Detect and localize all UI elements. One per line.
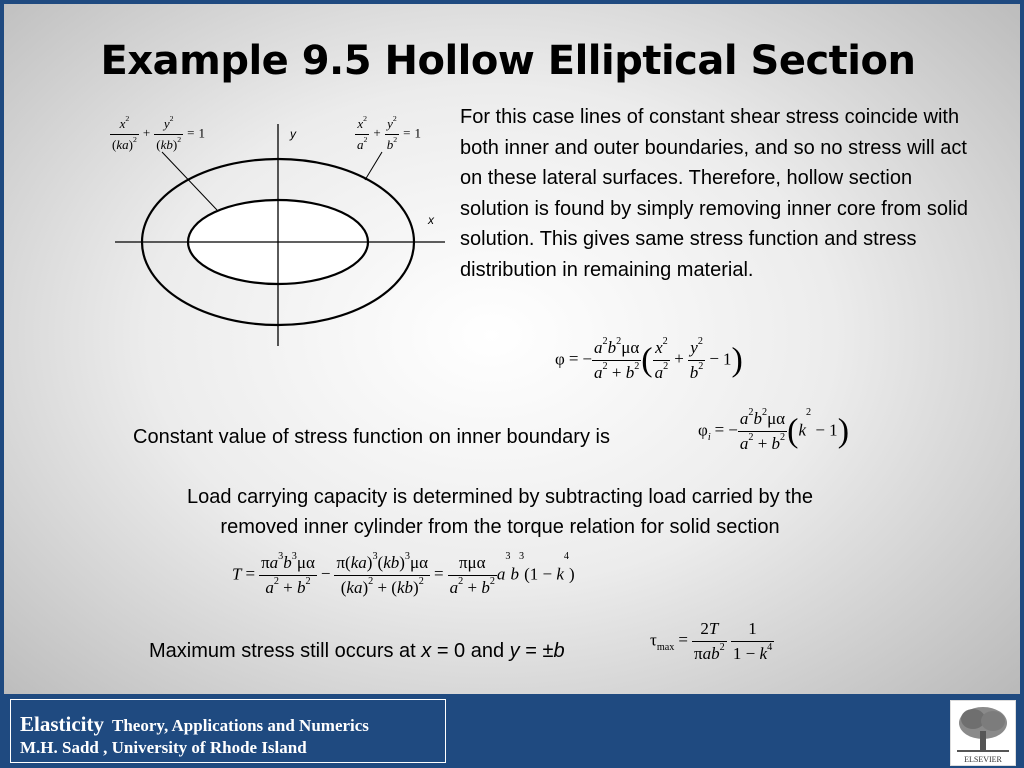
stress-function-equation: φ = − $\frac{a^2b^2\mu\alpha}{a^2 + b^2}$ ( $\frac{x^2}{a^2}$ + $\frac{y^2}{b^2}$ − 1) — [555, 335, 743, 382]
x-axis-label: x — [428, 213, 434, 227]
inner-boundary-equation: $\varphi_i$ = − $\frac{a^2b^2\mu\alpha}{a^2 + b^2}$ $(k^2 - 1)$ — [698, 406, 850, 453]
max-stress-equation: $\tau_{max}$ = $\frac{2T}{\pi ab^2}$ $\frac{1}{1 - k^4}$ — [650, 619, 773, 663]
footer-subtitle: Theory, Applications and Numerics — [112, 716, 369, 735]
tree-icon — [951, 703, 1015, 755]
slide-title: Example 9.5 Hollow Elliptical Section — [100, 38, 916, 84]
footer-author: M.H. Sadd , University of Rhode Island — [20, 738, 307, 757]
footer-book-title — [20, 712, 369, 737]
inner-boundary-text: Constant value of stress function on inner boundary is — [133, 426, 610, 448]
elsevier-logo — [950, 700, 1016, 766]
y-axis-label: y — [290, 127, 296, 141]
load-text-line1: Load carrying capacity is determined by subtracting load carried by the — [187, 486, 813, 508]
torque-equation: T = $\frac{\pi a^3b^3\mu\alpha}{a^2 + b^2}$ − $\frac{\pi(ka)^3(kb)^3\mu\alpha}{(ka)^2 + (kb)^2}$ = $\frac{\text{πμα}}{a^2 + b^2}$ $a^3b^3(1 - k^4)$ — [232, 550, 575, 597]
max-stress-text: Maximum stress still occurs at x = 0 and y = ±b — [149, 640, 565, 662]
logo-text: ELSEVIER — [964, 755, 1002, 764]
outer-label-pointer — [365, 152, 382, 180]
inner-ellipse-equation: $\frac{x^2}{(ka)^2}$ + $\frac{y^2}{(kb)^2}$ = 1 — [112, 114, 205, 152]
outer-ellipse-equation: $\frac{x^2}{a^2}$ + $\frac{y^2}{b^2}$ = 1 — [357, 114, 421, 152]
explanation-paragraph: For this case lines of constant shear stress coincide with both inner and outer boundaries, and so no stress will act on these lateral surfaces. Therefore, hollow section solution is found by simply removing inner core from solid solution. This gives same stress function and stress distribution in remaining material. — [460, 106, 968, 281]
load-text-line2: removed inner cylinder from the torque relation for solid section — [220, 516, 780, 538]
footer-book: Elasticity — [20, 712, 104, 736]
inner-label-pointer — [162, 152, 217, 210]
